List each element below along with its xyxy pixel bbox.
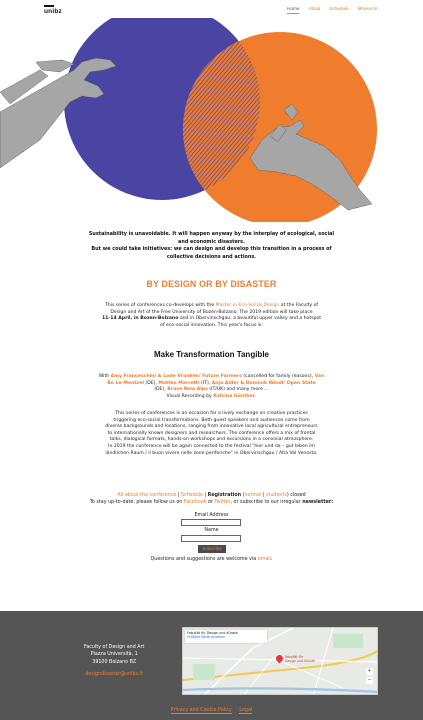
- top-bar: [0, 0, 423, 18]
- facebook-link[interactable]: Facebook: [183, 500, 207, 505]
- larger-map-link[interactable]: Größere Karte ansehen: [187, 635, 226, 640]
- address: Faculty of Design and Art Piazza Università, 1 39100 Bolzano BZ: [84, 645, 145, 665]
- speaker-link-openstate[interactable]: Anja Adler & Dominik Windl/ Open State: [211, 380, 316, 386]
- twitter-link[interactable]: Twitter: [214, 500, 231, 505]
- footer-email-link[interactable]: designdisaster@unibz.it: [85, 672, 143, 677]
- subscribe-button[interactable]: Subscribe: [198, 545, 226, 553]
- registration-students-link[interactable]: students: [266, 493, 287, 498]
- map-place-card: Fakultät für Design und Künste Größere Karte ansehen: [185, 630, 267, 643]
- legal-link[interactable]: Legal: [239, 708, 253, 713]
- speaker-link-marretti[interactable]: Matteo Marretti: [158, 380, 200, 386]
- conference-details: This series of conferences is an occasion for a lively exchange on creative practices triggering eco-social transformations. Both guest speakers and audiences come from diverse backgrounds and locations, ranging from innovative local agricultural entrepreneurs to internationally known designers and researchers. The conference offers a mix of frontal talks, dialogical formats, hands-on workshops and excursions in a convivial atmosphere. In 2019 the conference will be again connected to the festival "hier und da – gut leben im ländlichen Raum / il buon vivere nelle zone periferiche" in Obervinschgau / Alta Val Venosta.: [105, 411, 318, 456]
- nav-moreacts[interactable]: MoreActs: [357, 6, 377, 11]
- speaker-link-guenther[interactable]: Katrina Günther: [213, 393, 256, 399]
- intro-statement: Sustainability is unavoidable. It will happen anyway by the interplay of ecological, social and economic disasters. But we could take initiatives: we can design and develop this transition in a process of collective decisions and actions.: [88, 231, 335, 260]
- about-link[interactable]: All about the conference: [117, 493, 177, 498]
- unibz-logo[interactable]: unibz: [44, 5, 62, 15]
- email-link[interactable]: email: [257, 557, 271, 562]
- schedule-link[interactable]: Schedule: [180, 493, 203, 498]
- email-field[interactable]: [181, 519, 241, 526]
- hero-illustration: [0, 0, 423, 222]
- questions-line: Questions and suggestions are welcome via email.: [150, 557, 273, 562]
- focus-heading: Make Transformation Tangible: [154, 350, 269, 359]
- zoom-out-button[interactable]: −: [367, 677, 372, 683]
- privacy-link[interactable]: Privacy and Cookie Policy: [170, 708, 232, 713]
- master-link[interactable]: Master in Eco-Social Design: [215, 303, 280, 308]
- registration-normal-link[interactable]: normal: [244, 493, 262, 498]
- speaker-link-van[interactable]: Van: [314, 374, 325, 379]
- speakers: With Amy Franceschini & Lode Vranken/ Future Farmers (cancelled for family reasons), Van Bo Le-Mentzel (DE), Matteo Marretti (IT), Anja Adler & Dominik Windl/ Open State (DE), Brave New Alps (IT/UK) and many more ... Visual Recording by Katrina Günther.: [98, 374, 325, 399]
- speaker-link-bravenewalps[interactable]: Brave New Alps: [167, 387, 208, 393]
- location-map[interactable]: [182, 627, 378, 695]
- nav-home[interactable]: Home: [287, 6, 299, 14]
- speaker-link-futurefarmers[interactable]: Amy Franceschini & Lode Vranken/ Future Farmers: [110, 374, 242, 379]
- name-label: Name: [204, 528, 219, 533]
- speaker-link-le-mentzel[interactable]: Bo Le-Mentzel: [107, 380, 144, 386]
- footer: [0, 611, 423, 720]
- email-label: Email Address: [194, 513, 229, 518]
- nav-schedule[interactable]: Schedule: [329, 6, 349, 11]
- main-heading: BY DESIGN OR BY DISASTER: [146, 279, 277, 289]
- main-nav: [287, 6, 377, 14]
- conference-links: All about the conference | Schedule | Registration (normal | students) closed To stay up-to-date, please follow us on Facebook or Twitter, or subscribe to our irregular newsletter:: [89, 493, 334, 505]
- zoom-in-button[interactable]: +: [367, 668, 372, 674]
- footer-links: [0, 708, 423, 713]
- name-field[interactable]: [181, 535, 241, 542]
- conference-description: This series of conferences co-develops with the Master in Eco-Social Design at the Faculty of Design and Art of the Free University of Bozen-Bolzano. The 2019 edition will take place 11-14 April, in Bozen-Bolzano and in Obervinschgau, a beautiful upper valley and a hotspot of eco-social innovation. This year's focus is:: [101, 303, 322, 328]
- dates: 11-14 April, in Bozen-Bolzano: [101, 316, 179, 322]
- map-pin-label: Fakultät für Design und Künste: [285, 655, 315, 663]
- nav-about[interactable]: About: [308, 6, 321, 11]
